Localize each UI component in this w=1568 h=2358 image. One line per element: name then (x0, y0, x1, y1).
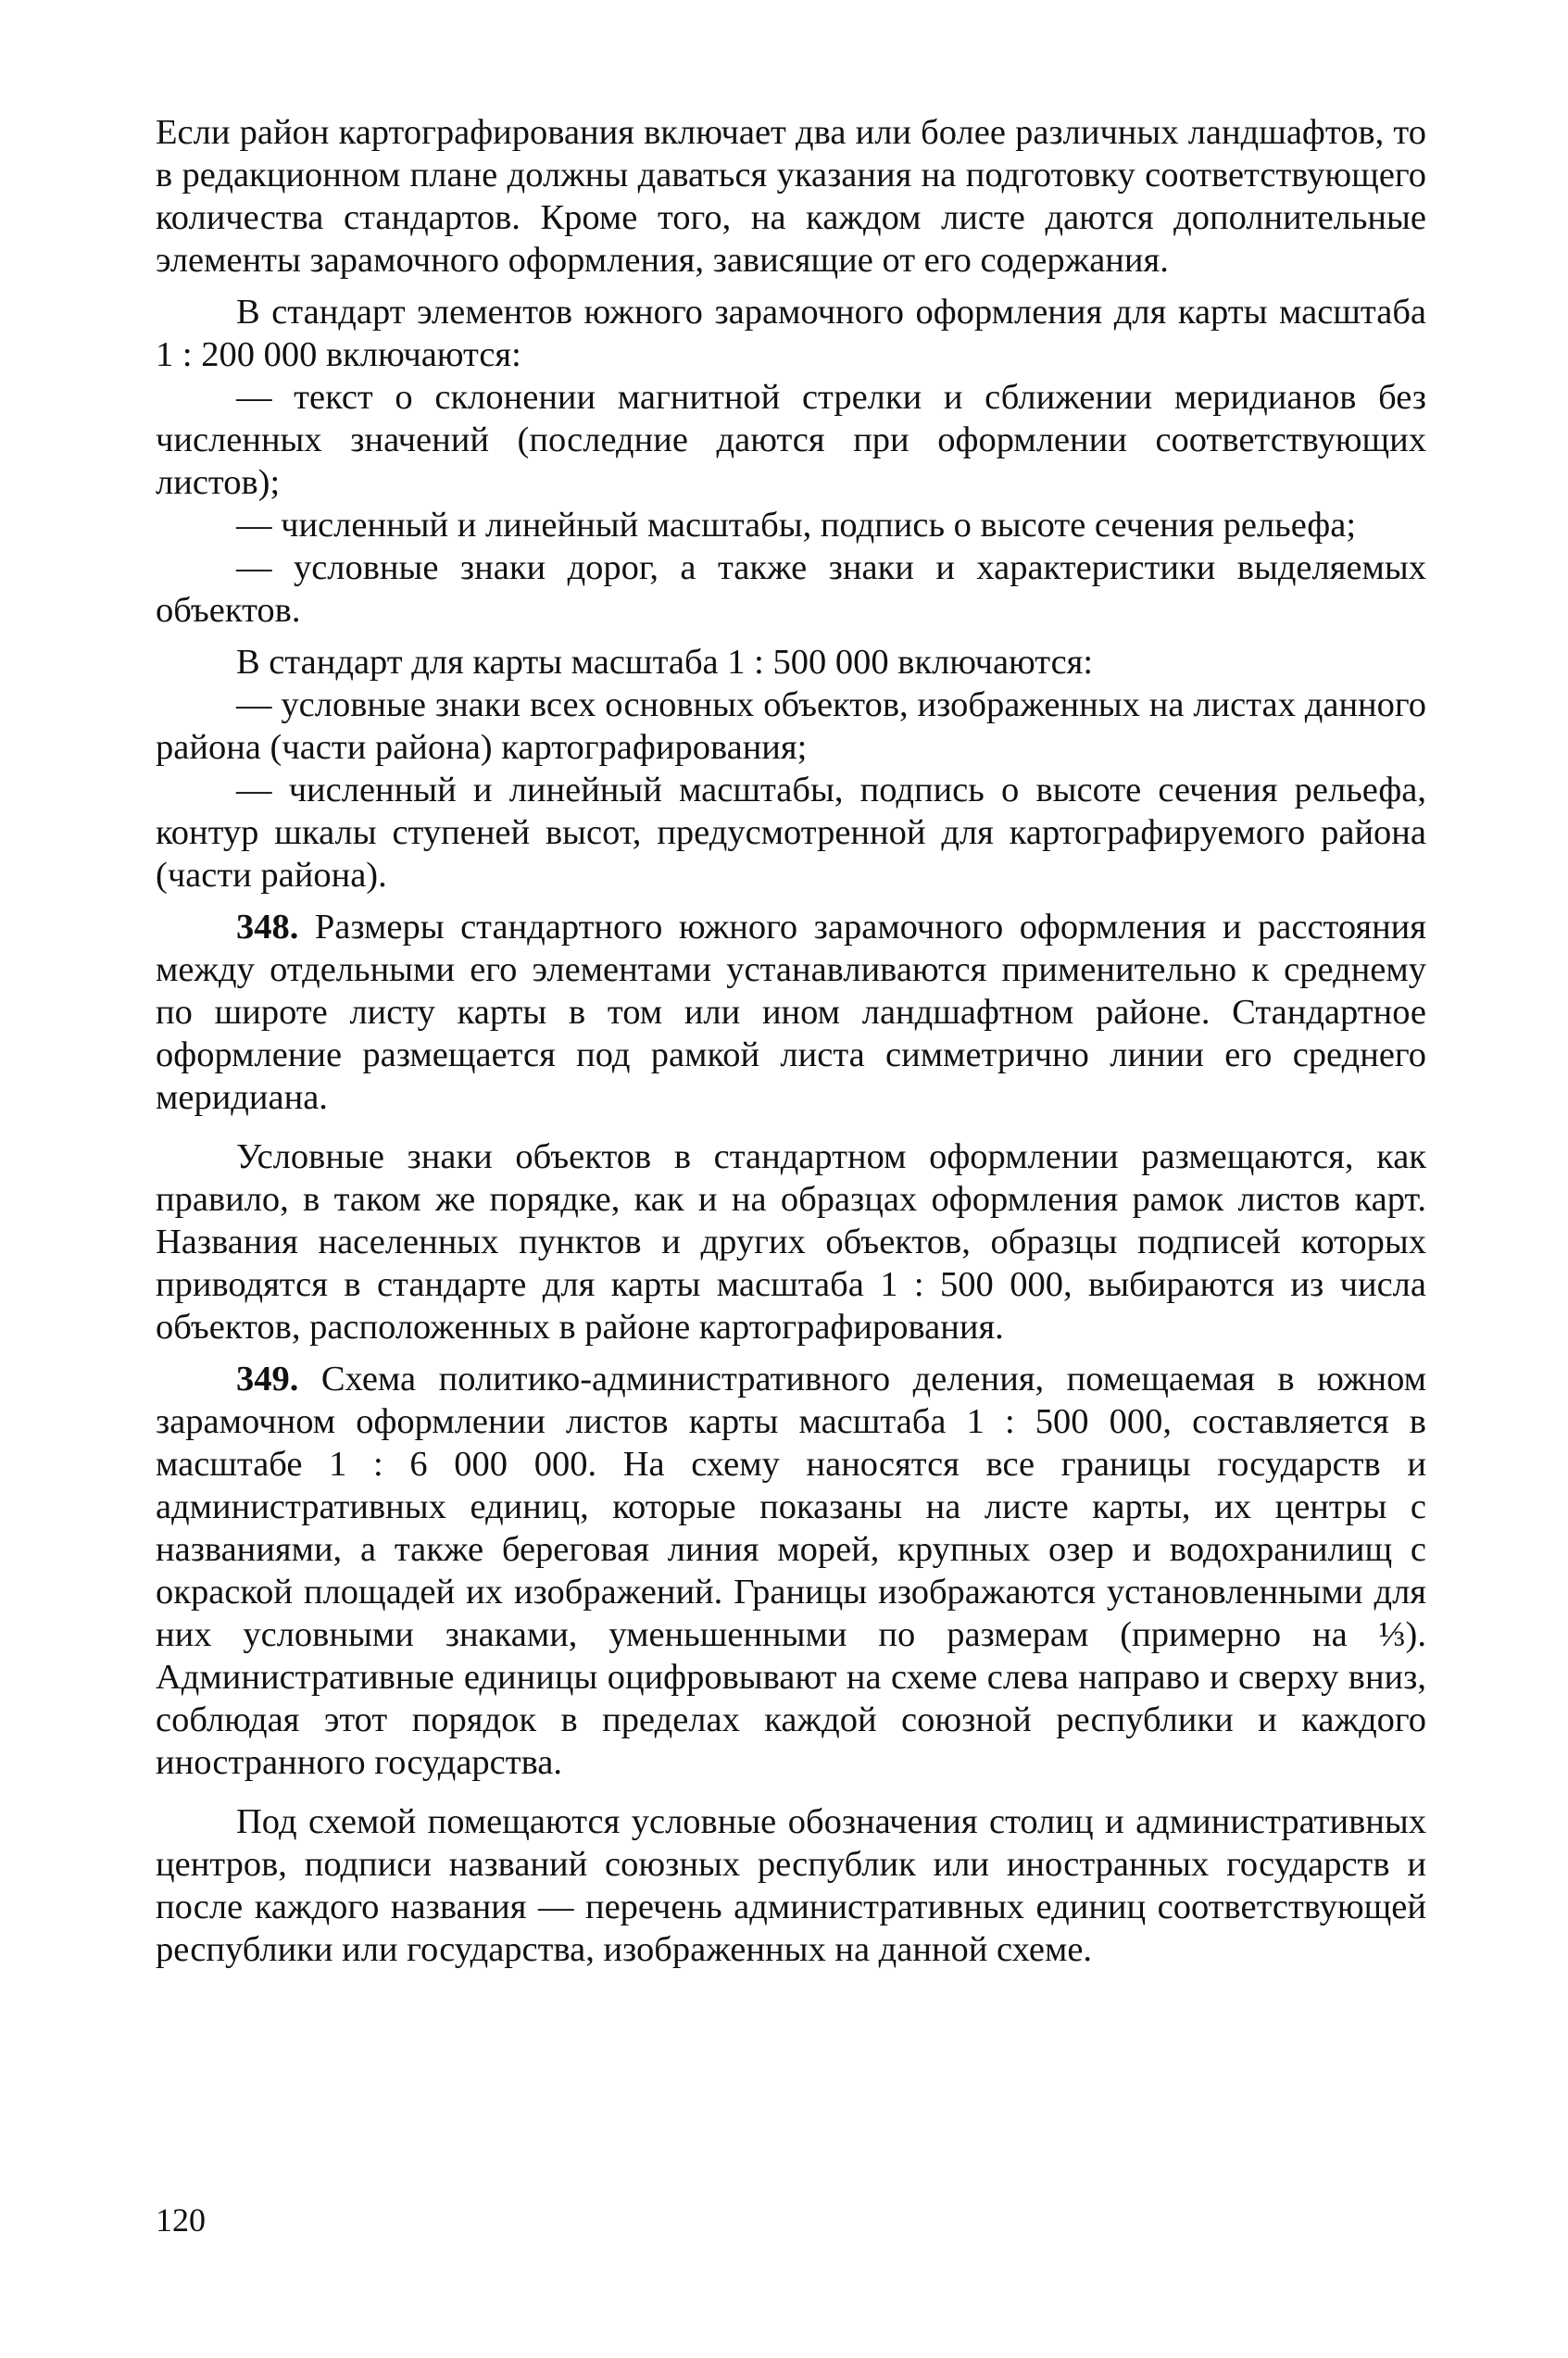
page-number: 120 (156, 2201, 206, 2239)
paragraph-text: В стандарт элементов южного зарамочного оформления для карты масштаба 1 : 200 000 включаются: (156, 293, 1426, 374)
list-item-road-symbols (156, 546, 1426, 632)
paragraph-text: Условные знаки объектов в стандартном оформлении размещаются, как правило, в таком же порядке, как и на образцах оформления рамок листов карт. Названия населенных пунктов и других объектов, образцы подписей которых приводятся в стандарте для карты масштаба 1 : 500 000, выбираются из числа объектов, расположенных в районе картографирования. (156, 1137, 1426, 1347)
paragraph-standard-200k (156, 291, 1426, 376)
paragraph-text: — численный и линейный масштабы, подпись о высоте сечения рельефа; (236, 506, 1357, 545)
paragraph-349 (156, 1358, 1426, 1784)
paragraph-348 (156, 906, 1426, 1119)
section-number: 348. (236, 908, 299, 947)
paragraph-text: Схема политико-административного деления, помещаемая в южном зарамочном оформлении листов карты масштаба 1 : 500 000, составляется в масштабе 1 : 6 000 000. На схему наносятся все границы государств и административных единиц, которые показаны на листе карты, их центры с названиями, а также береговая линия морей, крупных озер и водохранилищ с окраской площадей их изображений. Границы изображаются установленными для них условными знаками, уменьшенными по размерам (примерно на ⅓). Административные единицы оцифровывают на схеме слева направо и сверху вниз, соблюдая этот порядок в пределах каждой союзной республики и каждого иностранного государства. (156, 1360, 1426, 1782)
paragraph-text: В стандарт для карты масштаба 1 : 500 000 включаются: (236, 643, 1094, 682)
paragraph-text: — условные знаки дорог, а также знаки и характеристики выделяемых объектов. (156, 548, 1426, 630)
paragraph-intro (156, 111, 1426, 282)
page-body (156, 111, 1426, 1971)
section-number: 349. (236, 1360, 299, 1398)
list-item-scales-relief (156, 769, 1426, 897)
paragraph-symbols-order (156, 1135, 1426, 1348)
list-item-main-symbols (156, 684, 1426, 769)
list-item-scales (156, 504, 1426, 546)
paragraph-standard-500k (156, 641, 1426, 684)
paragraph-text: Если район картографирования включает два или более различных ландшафтов, то в редакционном плане должны даваться указания на подготовку соответствующего количества стандартов. Кроме того, на каждом листе даются дополнительные элементы зарамочного оформления, зависящие от его содержания. (156, 113, 1426, 280)
paragraph-text: — условные знаки всех основных объектов, изображенных на листах данного района (части района) картографирования; (156, 685, 1426, 767)
paragraph-text: Под схемой помещаются условные обозначения столиц и административных центров, подписи названий союзных республик или иностранных государств и после каждого названия — перечень административных единиц соответствующей республики или государства, изображенных на данной схеме. (156, 1802, 1426, 1969)
paragraph-text: — текст о склонении магнитной стрелки и сближении меридианов без численных значений (последние даются при оформлении соответствующих листов); (156, 378, 1426, 502)
paragraph-under-scheme (156, 1800, 1426, 1971)
paragraph-text: — численный и линейный масштабы, подпись о высоте сечения рельефа, контур шкалы ступеней высот, предусмотренной для картографируемого района (части района). (156, 771, 1426, 895)
paragraph-text: Размеры стандартного южного зарамочного оформления и расстояния между отдельными его элементами устанавливаются применительно к среднему по широте листу карты в том или ином ландшафтном районе. Стандартное оформление размещается под рамкой листа симметрично линии его среднего меридиана. (156, 908, 1426, 1117)
list-item-declination (156, 376, 1426, 504)
